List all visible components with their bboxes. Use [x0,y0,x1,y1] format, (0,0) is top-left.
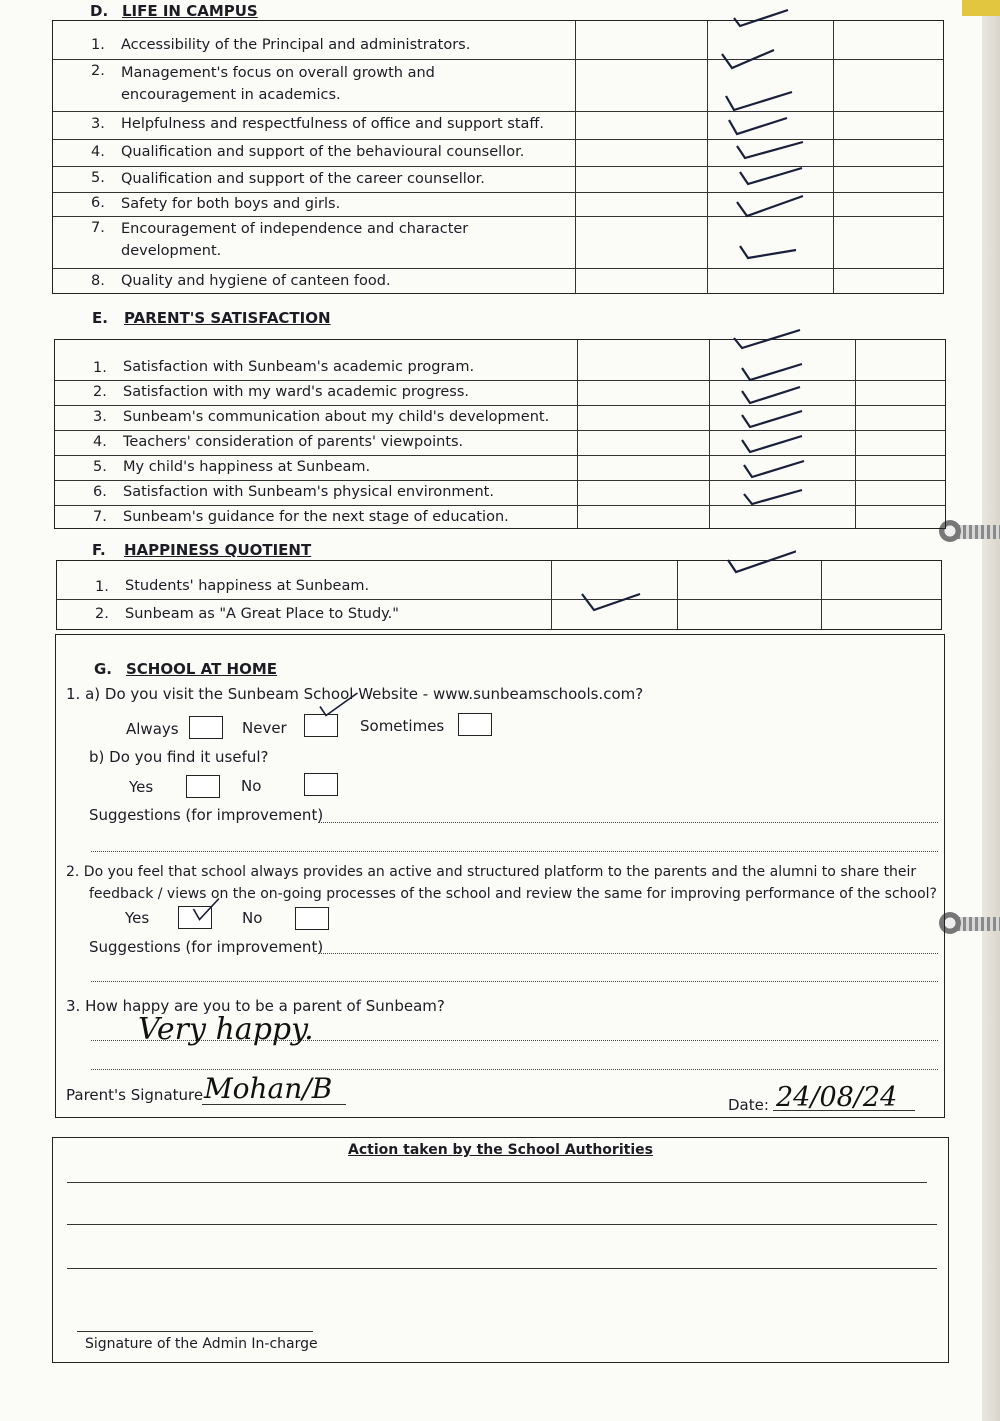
table-row: 1. Students' happiness at Sunbeam. [57,561,941,600]
table-row: 7. Encouragement of independence and character development. [53,216,943,269]
question-3: 3. How happy are you to be a parent of Sunbeam? [66,997,445,1015]
checkmark-icon [736,162,808,192]
q1b-no-checkbox[interactable] [304,773,338,796]
table-row: 7. Sunbeam's guidance for the next stage of education. [93,509,509,525]
table-row: 8. Quality and hygiene of canteen food. [91,273,391,289]
suggestions-line [91,851,938,852]
section-d-table [52,20,944,294]
parent-signature: Mohan/B [204,1072,333,1105]
section-d-heading: D. LIFE IN CAMPUS [90,2,258,20]
suggestions-label: Suggestions (for improvement) [89,938,324,956]
checkmark-icon [578,588,650,618]
section-f-table [56,560,942,630]
binder-ring-icon [945,525,1000,539]
checkmark-icon [736,240,808,270]
table-row: 6. Satisfaction with Sunbeam's physical environment. [55,480,945,506]
checkmark-icon [740,455,812,485]
question-2: 2. Do you feel that school always provides an active and structured platform to the parents and the alumni to share their [66,864,917,880]
question-2-cont: feedback / views on the on-going processes of the school and review the same for improving performance of the school? [89,886,937,902]
action-title: Action taken by the School Authorities [348,1142,653,1158]
answer-line [91,1069,938,1070]
suggestions-line [318,822,938,823]
admin-signature-label: Signature of the Admin In-charge [85,1336,318,1352]
q3-handwritten-answer: Very happy. [138,1012,314,1047]
checkmark-icon [733,192,805,222]
checkmark-icon [730,4,802,34]
checkmark-icon [718,46,790,76]
page-edge [982,0,1000,1421]
section-f-heading: F. HAPPINESS QUOTIENT [92,541,312,559]
question-1a: 1. a) Do you visit the Sunbeam School Website - www.sunbeamschools.com? [66,685,644,703]
option-always-label: Always [126,720,179,738]
table-row: 1. Accessibility of the Principal and administrators. [53,21,943,60]
table-row: 2. Sunbeam as "A Great Place to Study." [95,606,399,622]
table-row: 4. Qualification and support of the behavioural counsellor. [53,139,943,167]
q2-no-checkbox[interactable] [295,907,329,930]
table-row: 5. Qualification and support of the career counsellor. [53,166,943,193]
date-value: 24/08/24 [776,1082,898,1113]
option-sometimes-label: Sometimes [360,717,445,735]
suggestions-line [318,953,938,954]
section-g-heading: G. SCHOOL AT HOME [94,660,278,678]
option-never-label: Never [242,719,287,737]
checkmark-icon [724,548,796,578]
no-label: No [241,777,262,795]
checkmark-icon [740,482,812,512]
answer-line [91,1040,938,1041]
yes-label: Yes [125,909,150,927]
checkmark-icon [730,326,802,356]
date-label: Date: [728,1096,769,1114]
no-label: No [242,909,263,927]
suggestions-line [91,981,938,982]
action-box [52,1137,949,1363]
question-1b: b) Do you find it useful? [89,748,269,766]
checkmark-icon [308,690,380,720]
q1b-yes-checkbox[interactable] [186,775,220,798]
table-row: 1. Satisfaction with Sunbeam's academic program. [55,340,945,381]
date-line [773,1110,915,1111]
binder-ring-icon [945,917,1000,931]
parent-signature-label: Parent's Signature [66,1086,204,1104]
always-checkbox[interactable] [189,716,223,739]
table-row: 3. Sunbeam's communication about my child's development. [55,405,945,431]
yes-label: Yes [129,778,154,796]
table-row: 4. Teachers' consideration of parents' viewpoints. [55,430,945,456]
table-row: 2. Satisfaction with my ward's academic progress. [55,380,945,406]
table-row: 3. Helpfulness and respectfulness of office and support staff. [53,111,943,140]
section-e-heading: E. PARENT'S SATISFACTION [92,309,331,327]
section-e-table [54,339,946,529]
yellow-tab [962,0,1000,16]
sometimes-checkbox[interactable] [458,713,492,736]
table-row: 2. Management's focus on overall growth and encouragement in academics. [53,59,943,112]
table-row: 6. Safety for both boys and girls. [53,192,943,217]
signature-line [202,1104,346,1105]
suggestions-label: Suggestions (for improvement) [89,806,324,824]
table-row: 5. My child's happiness at Sunbeam. [55,455,945,481]
